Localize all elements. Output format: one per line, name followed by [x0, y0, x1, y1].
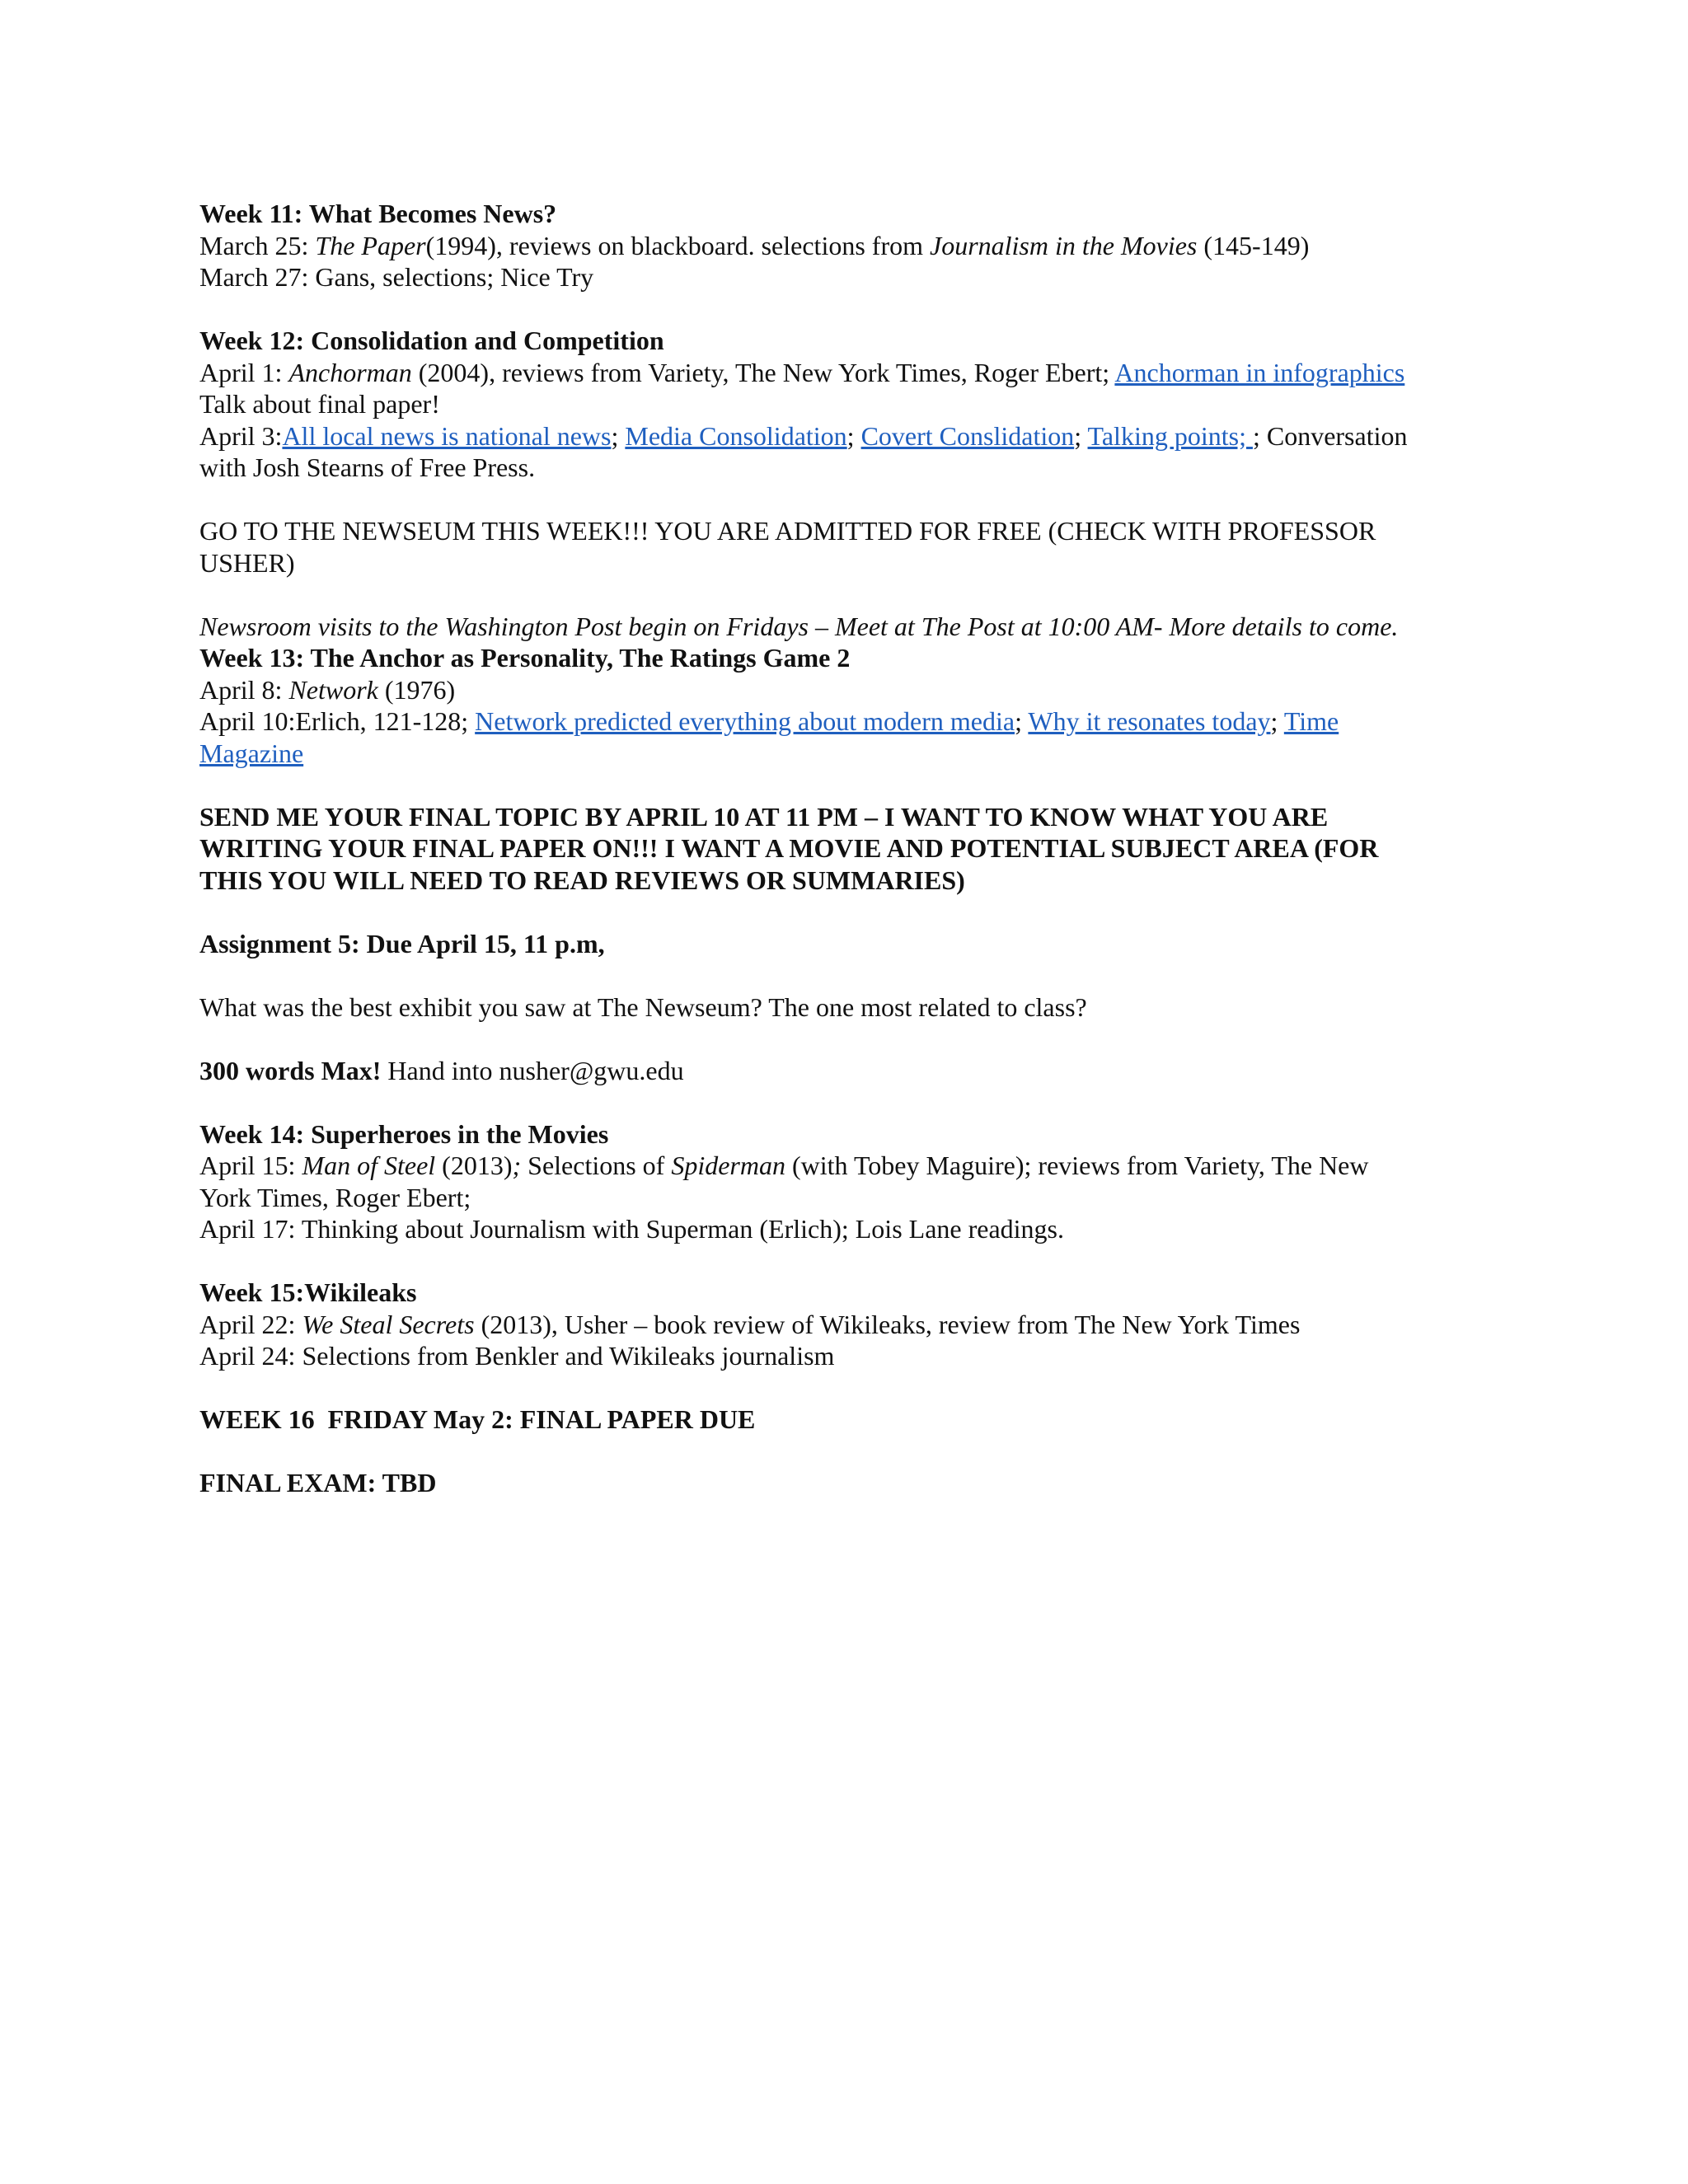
april-22-tail: (2013), Usher – book review of Wikileaks, review from The New York Times	[474, 1309, 1301, 1339]
april-15-year: (2013)	[435, 1151, 513, 1180]
spacer	[199, 769, 1498, 801]
april-15-text: Selections of	[521, 1151, 672, 1180]
syllabus-page	[199, 198, 1498, 1499]
assignment-5-heading: Assignment 5: Due April 15, 11 p.m,	[199, 928, 605, 958]
spacer	[199, 1023, 1498, 1055]
week-16-final-paper-due: WEEK 16 FRIDAY May 2: FINAL PAPER DUE	[199, 1404, 756, 1434]
spacer	[199, 293, 1498, 326]
link-network-predicted[interactable]: Network predicted everything about modern media	[475, 706, 1015, 736]
march-25-entry	[199, 230, 1498, 262]
separator: ;	[846, 420, 861, 451]
film-title-anchorman: Anchorman	[288, 357, 412, 387]
april-15-date: April 15:	[199, 1151, 302, 1180]
film-title-we-steal-secrets: We Steal Secrets	[302, 1309, 475, 1339]
week-13-heading: Week 13: The Anchor as Personality, The Ratings Game 2	[199, 643, 851, 673]
link-media-consolidation[interactable]: Media Consolidation	[625, 420, 847, 451]
april-1-entry	[199, 357, 1498, 389]
march-25-pages: (145-149)	[1197, 230, 1310, 260]
link-talking-points[interactable]: Talking points;	[1087, 420, 1253, 451]
book-title-journalism-movies: Journalism in the Movies	[929, 230, 1198, 260]
april-3-date: April 3:	[199, 420, 283, 451]
april-8-date: April 8:	[199, 674, 289, 705]
april-1-text: (2004), reviews from Variety, The New York Times, Roger Ebert;	[411, 357, 1115, 387]
assignment-5-question: What was the best exhibit you saw at The Newseum? The one most related to class?	[199, 991, 1087, 1022]
week-14-heading: Week 14: Superheroes in the Movies	[199, 1118, 609, 1149]
march-27-entry: March 27: Gans, selections; Nice Try	[199, 262, 594, 292]
week-11-heading: Week 11: What Becomes News?	[199, 199, 557, 228]
spacer	[199, 959, 1498, 991]
submission-email: Hand into nusher@gwu.edu	[381, 1055, 684, 1085]
april-3-tail: ; Conversation	[1252, 420, 1408, 451]
link-anchorman-infographics[interactable]: Anchorman in infographics	[1114, 357, 1405, 387]
film-title-spiderman: Spiderman	[671, 1151, 785, 1180]
april-10-entry-continued	[199, 738, 1498, 770]
newseum-notice-line-1: GO TO THE NEWSEUM THIS WEEK!!! YOU ARE ADMITTED FOR FREE (CHECK WITH PROFESSOR	[199, 516, 1376, 546]
week-15-heading: Week 15:Wikileaks	[199, 1277, 417, 1307]
link-covert-consolidation[interactable]: Covert Conslidation	[860, 420, 1075, 451]
april-8-entry	[199, 674, 1498, 706]
link-why-it-resonates[interactable]: Why it resonates today	[1028, 706, 1271, 736]
spacer	[199, 1436, 1498, 1468]
assignment-5-word-limit	[199, 1055, 1498, 1087]
link-time-magazine[interactable]: Time	[1283, 706, 1339, 736]
newseum-notice-line-2: USHER)	[199, 547, 295, 578]
film-title-network: Network	[288, 674, 378, 705]
april-10-entry	[199, 705, 1498, 738]
final-topic-notice-line-1: SEND ME YOUR FINAL TOPIC BY APRIL 10 AT 11 PM – I WANT TO KNOW WHAT YOU ARE	[199, 801, 1329, 832]
april-22-date: April 22:	[199, 1309, 302, 1339]
april-24-entry: April 24: Selections from Benkler and Wikileaks journalism	[199, 1341, 835, 1371]
spacer	[199, 1245, 1498, 1277]
separator: ;	[1270, 706, 1284, 736]
spacer	[199, 484, 1498, 516]
film-title-the-paper: The Paper	[315, 230, 426, 260]
april-3-entry	[199, 420, 1498, 452]
talk-final-paper: Talk about final paper!	[199, 389, 440, 419]
april-3-entry-continued: with Josh Stearns of Free Press.	[199, 452, 536, 482]
link-time-magazine-continued[interactable]: Magazine	[199, 738, 304, 768]
april-15-tail: (with Tobey Maguire); reviews from Variety, The New	[785, 1151, 1369, 1180]
separator: ;	[1074, 420, 1088, 451]
week-12-heading: Week 12: Consolidation and Competition	[199, 326, 664, 355]
april-8-year: (1976)	[377, 674, 456, 705]
separator: ;	[611, 420, 626, 451]
final-topic-notice-line-3: THIS YOU WILL NEED TO READ REVIEWS OR SUMMARIES)	[199, 865, 965, 895]
newsroom-visits-note: Newsroom visits to the Washington Post begin on Fridays – Meet at The Post at 10:00 AM- More details to come.	[199, 611, 1399, 641]
march-25-date: March 25:	[199, 230, 316, 260]
april-1-date: April 1:	[199, 357, 289, 387]
april-17-entry: April 17: Thinking about Journalism with Superman (Erlich); Lois Lane readings.	[199, 1214, 1064, 1244]
separator: ;	[512, 1151, 522, 1180]
film-title-man-of-steel: Man of Steel	[302, 1151, 436, 1180]
link-local-news-national[interactable]: All local news is national news	[282, 420, 612, 451]
spacer	[199, 579, 1498, 611]
final-exam: FINAL EXAM: TBD	[199, 1468, 437, 1497]
spacer	[199, 1086, 1498, 1118]
april-22-entry	[199, 1309, 1498, 1341]
final-topic-notice-line-2: WRITING YOUR FINAL PAPER ON!!! I WANT A MOVIE AND POTENTIAL SUBJECT AREA (FOR	[199, 833, 1379, 863]
word-limit-label: 300 words Max!	[199, 1055, 382, 1085]
spacer	[199, 896, 1498, 928]
spacer	[199, 1372, 1498, 1404]
march-25-text: (1994), reviews on blackboard. selections from	[425, 230, 930, 260]
separator: ;	[1015, 706, 1029, 736]
april-15-entry-continued: York Times, Roger Ebert;	[199, 1182, 471, 1212]
april-10-text: April 10:Erlich, 121-128;	[199, 706, 476, 736]
april-15-entry	[199, 1150, 1498, 1182]
